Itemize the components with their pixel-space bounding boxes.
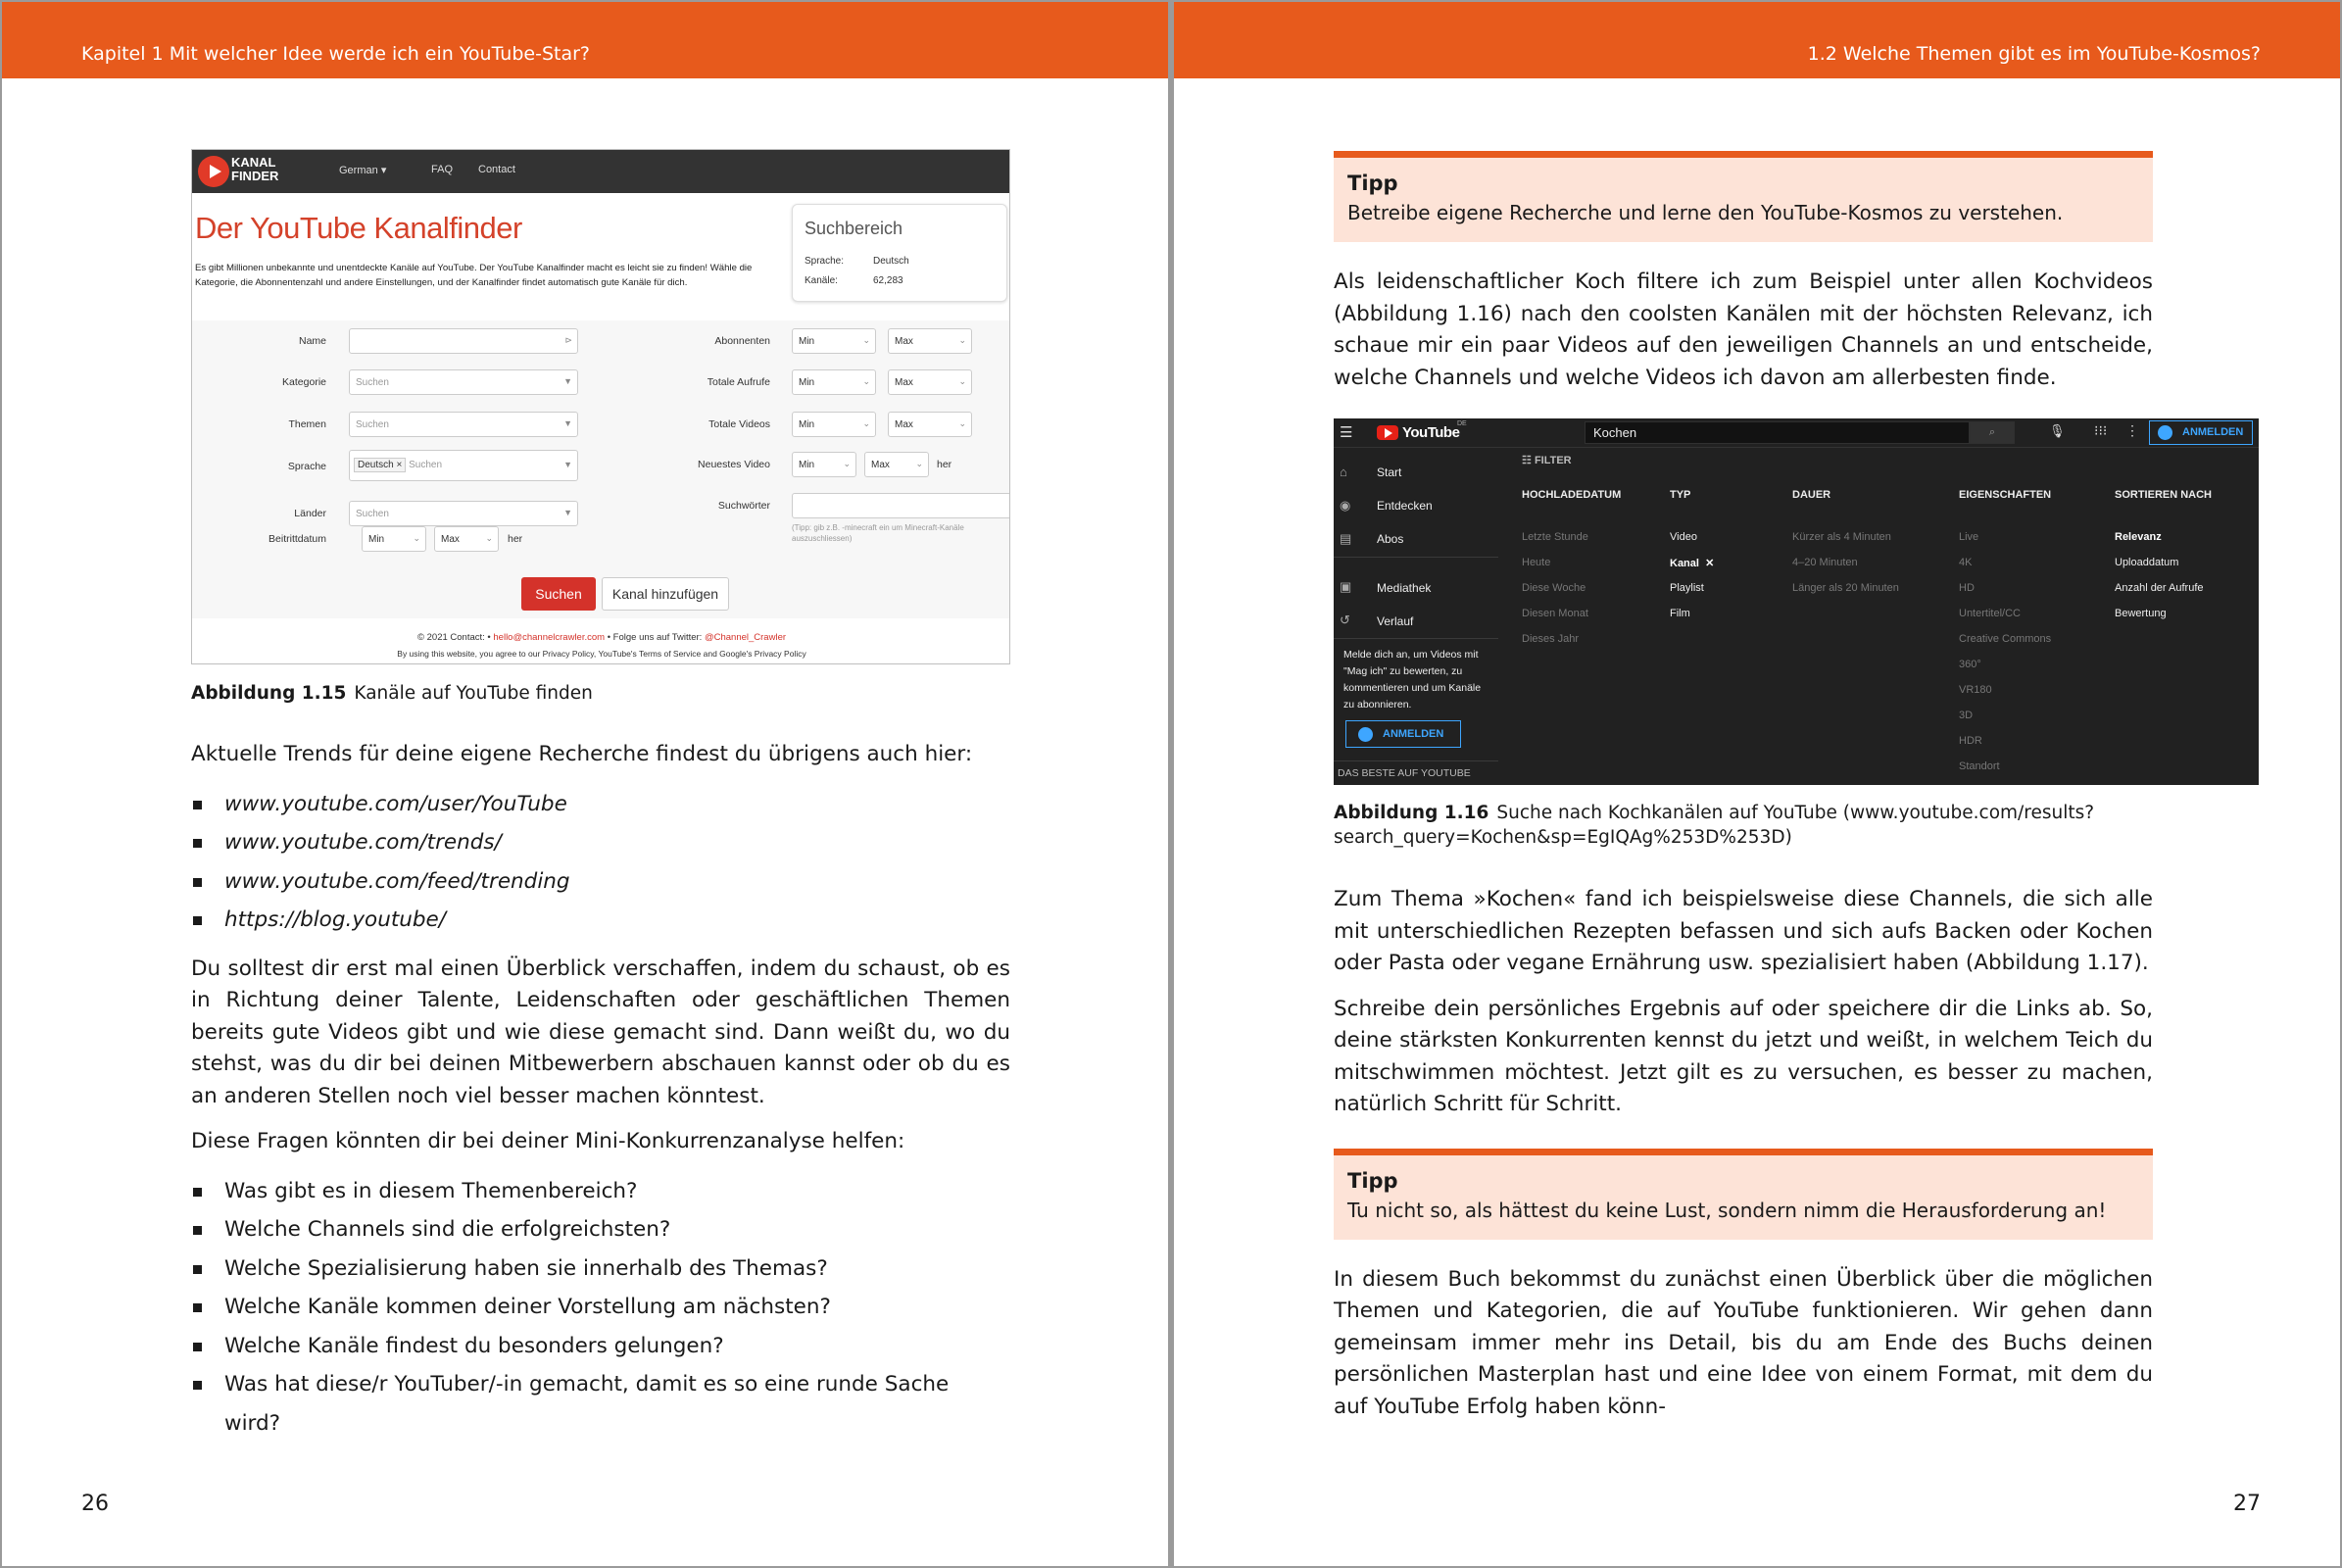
page-number: 26 [81, 1492, 109, 1516]
chevron-down-icon: ⌄ [485, 533, 493, 543]
filter-option[interactable]: Heute [1522, 557, 1551, 568]
list-item: Welche Kanäle kommen deiner Vorstellung am nächsten? [191, 1288, 1010, 1327]
filter-option[interactable]: Bewertung [2115, 608, 2167, 619]
play-logo-icon [198, 156, 229, 187]
chevron-down-icon: ⌄ [958, 418, 966, 428]
filter-option[interactable]: Film [1670, 608, 1690, 619]
aufrufe-max[interactable]: Max ⌄ [888, 369, 972, 395]
her-label: her [937, 459, 952, 470]
caption-label: Abbildung 1.15 [191, 683, 347, 704]
themen-select[interactable]: Suchen ▼ [349, 412, 578, 437]
neuestes-min[interactable]: Min ⌄ [792, 452, 856, 477]
sidebar-item-start[interactable]: Start [1377, 466, 1402, 479]
link-list [191, 785, 1010, 940]
field-label: Totale Videos [708, 418, 770, 430]
box-value: Deutsch [873, 256, 909, 267]
figure-1-15 [191, 149, 1010, 666]
filter-option[interactable]: Kürzer als 4 Minuten [1792, 531, 1891, 543]
kanal-hinzufuegen-button[interactable]: Kanal hinzufügen [602, 577, 729, 611]
sprache-select[interactable]: Deutsch × Suchen ▼ [349, 450, 578, 481]
list-item[interactable]: www.youtube.com/user/YouTube [191, 785, 1010, 824]
dropdown-arrow-icon: ▼ [563, 508, 572, 517]
left-page [2, 2, 1168, 1566]
youtube-topbar [1334, 418, 2259, 448]
kanalfinder-intro: Es gibt Millionen unbekannte und unentdeckte Kanäle auf YouTube. Der YouTube Kanalfinder macht es leicht sie zu finden! Wähle die Kategorie, die Abonnentenzahl und andere Einstellungen, und der Kanalfinder findet automatisch gute Kanäle für dich. [195, 263, 753, 288]
field-label: Suchwörter [717, 500, 770, 512]
paragraph: Aktuelle Trends für deine eigene Recherche findest du übrigens auch hier: [191, 742, 973, 766]
right-text-top [1334, 151, 2153, 408]
list-item: Was hat diese/r YouTuber/-in gemacht, damit es so eine runde Sache wird? [191, 1365, 1010, 1443]
abonnenten-max[interactable]: Max ⌄ [888, 328, 972, 354]
history-icon: ↺ [1340, 612, 1350, 627]
videos-min[interactable]: Min ⌄ [792, 412, 876, 437]
figure-1-16 [1334, 418, 2259, 787]
running-head [2, 2, 1168, 78]
paragraph: Diese Fragen könnten dir bei deiner Mini-Konkurrenzanalyse helfen: [191, 1129, 905, 1153]
field-label: Totale Aufrufe [707, 376, 770, 388]
field-label: Sprache [287, 461, 326, 472]
filter-option[interactable]: Diesen Monat [1522, 608, 1588, 619]
paragraph: Du solltest dir erst mal einen Überblick verschaffen, indem du schaust, ob es in Richtung deiner Talente, Leidenschaften oder geschäftlichen Themen bereits gute Videos gibt und wie diese gemacht sind. Dann weißt du, wo du stehst, was du dir bei deinen Mitbewerbern abschauen kannst oder ob du es an anderen Stellen noch viel besser machen könntest. [191, 956, 1010, 1108]
filter-col-head: SORTIEREN NACH [2115, 489, 2213, 501]
microphone-icon[interactable]: 🎙 [2049, 423, 2066, 438]
filter-option[interactable]: 4–20 Minuten [1792, 557, 1858, 568]
paragraph: Schreibe dein persönliches Ergebnis auf oder speichere dir die Links ab. So, deine stärksten Konkurrenten kennst du jetzt und weißt, in welchem Teich du mitschwimmen möchtest. Jetzt gilt es zu versuchen, es besser zu machen, natürlich Schritt für Schritt. [1334, 996, 2153, 1116]
account-icon [2158, 425, 2172, 440]
chevron-down-icon: ⌄ [862, 335, 870, 345]
right-page [1174, 2, 2340, 1566]
dropdown-arrow-icon: ▼ [563, 376, 572, 386]
youtube-screenshot [1334, 418, 2259, 785]
question-list [191, 1172, 1010, 1444]
filter-option[interactable]: Playlist [1670, 582, 1704, 594]
filter-option-selected[interactable]: Relevanz [2115, 531, 2162, 543]
box-key: Sprache: [805, 256, 845, 267]
chevron-down-icon: ▾ [380, 165, 387, 176]
filter-option[interactable]: Anzahl der Aufrufe [2115, 582, 2204, 594]
neuestes-max[interactable]: Max ⌄ [864, 452, 929, 477]
email-link[interactable]: hello@channelcrawler.com [493, 632, 606, 643]
tip-text: Tu nicht so, als hättest du keine Lust, sondern nimm die Herausforderung an! [1347, 1198, 2107, 1222]
youtube-sidebar [1334, 449, 1498, 785]
tip-text: Betreibe eigene Recherche und lerne den YouTube-Kosmos zu verstehen. [1347, 201, 2064, 224]
filter-button[interactable]: ☷ FILTER [1522, 455, 1572, 466]
sidebar-section-title: DAS BESTE AUF YOUTUBE [1338, 767, 1471, 779]
filter-option[interactable]: Untertitel/CC [1959, 608, 2021, 619]
filter-option[interactable]: Live [1959, 531, 1979, 543]
list-item: Was gibt es in diesem Themenbereich? [191, 1172, 1010, 1211]
filter-option[interactable]: 360° [1959, 659, 1981, 670]
filter-option[interactable]: Länger als 20 Minuten [1792, 582, 1899, 594]
sidebar-item-mediathek[interactable]: Mediathek [1377, 581, 1432, 595]
running-head-text: Kapitel 1 Mit welcher Idee werde ich ein YouTube-Star? [81, 43, 590, 65]
chevron-down-icon: ⌄ [862, 418, 870, 428]
box-value: 62,283 [873, 275, 903, 286]
field-label: Neuestes Video [698, 459, 770, 470]
kategorie-select[interactable]: Suchen ▼ [349, 369, 578, 395]
her-label: her [508, 533, 523, 545]
filter-option[interactable]: Uploaddatum [2115, 557, 2179, 568]
caption-1-15 [191, 681, 1010, 706]
filter-option[interactable]: 3D [1959, 710, 1974, 721]
filter-option[interactable]: Video [1670, 531, 1697, 543]
caption-text: Suche nach Kochkanälen auf YouTube (www.youtube.com/results?search_query=Kochen&sp=EgIQAg%253D%253D) [1334, 803, 2095, 848]
filter-option[interactable]: HD [1959, 582, 1975, 594]
filter-col-head: EIGENSCHAFTEN [1959, 489, 2052, 501]
caption-text: Kanäle auf YouTube finden [354, 683, 593, 704]
videos-max[interactable]: Max ⌄ [888, 412, 972, 437]
aufrufe-min[interactable]: Min ⌄ [792, 369, 876, 395]
compass-icon: ◉ [1340, 498, 1351, 513]
divider [1334, 760, 1498, 761]
sprache-tag[interactable]: Deutsch × [354, 458, 406, 472]
list-item[interactable]: www.youtube.com/feed/trending [191, 862, 1010, 902]
laender-select[interactable]: Suchen ▼ [349, 501, 578, 526]
running-head [1174, 2, 2340, 78]
dropdown-arrow-icon: ▼ [563, 418, 572, 428]
signin-button[interactable]: ANMELDEN [2149, 420, 2253, 445]
kanalfinder-navbar [192, 150, 1010, 193]
caption-1-16 [1334, 801, 2153, 850]
filter-option[interactable]: Letzte Stunde [1522, 531, 1588, 543]
search-icon[interactable]: ⌕ [1970, 421, 2015, 444]
search-input[interactable]: Kochen [1585, 421, 1970, 444]
list-item: Welche Kanäle findest du besonders gelungen? [191, 1327, 1010, 1366]
cursor-icon: ⊳ [564, 335, 572, 345]
page-number: 27 [2233, 1492, 2261, 1516]
filter-option[interactable]: 4K [1959, 557, 1973, 568]
box-key: Kanäle: [805, 275, 838, 286]
filter-option-selected[interactable]: Kanal ✕ [1670, 558, 1715, 569]
field-label: Kategorie [282, 376, 326, 388]
kanalfinder-title: Der YouTube Kanalfinder [195, 211, 522, 245]
keywords-hint: (Tipp: gib z.B. -minecraft ein um Minecraft-Kanäle auszuschliessen) [792, 523, 964, 543]
chevron-down-icon: ⌄ [413, 533, 420, 543]
sidebar-signin-button[interactable]: ANMELDEN [1345, 720, 1461, 748]
twitter-link[interactable]: @Channel_Crawler [704, 632, 787, 643]
tip-title: Tipp [1347, 172, 1398, 195]
nav-faq[interactable]: FAQ [431, 164, 454, 175]
field-label: Beitrittdatum [268, 533, 326, 545]
play-icon [1385, 428, 1392, 438]
suchbereich-box [792, 204, 1007, 302]
abonnenten-min[interactable]: Min ⌄ [792, 328, 876, 354]
nav-language[interactable] [339, 164, 386, 176]
kanalfinder-form [192, 320, 1010, 618]
kanalfinder-screenshot [191, 149, 1010, 664]
suchen-button[interactable]: Suchen [521, 577, 596, 611]
paragraph: Als leidenschaftlicher Koch filtere ich zum Beispiel unter allen Kochvideos (Abbildung 1.16) nach den coolsten Kanälen mit der höchsten Relevanz, ich schaue mir ein paar Videos auf den jeweiligen Channels an und entscheide, welche Channels und welche Videos ich davon am allerbesten finde. [1334, 270, 2153, 390]
apps-grid-icon[interactable]: ⁝⁝⁝ [2094, 422, 2108, 438]
nav-contact[interactable]: Contact [478, 164, 515, 175]
sidebar-item-entdecken[interactable]: Entdecken [1377, 499, 1433, 513]
filter-col-head: HOCHLADEDATUM [1522, 489, 1622, 501]
field-label: Name [298, 335, 326, 347]
filter-col-head: TYP [1670, 489, 1691, 501]
running-head-text: 1.2 Welche Themen gibt es im YouTube-Kosmos? [1807, 43, 2261, 65]
youtube-logo[interactable]: YouTube [1402, 424, 1460, 441]
field-label: Abonnenten [714, 335, 770, 347]
tip-box [1334, 1149, 2153, 1240]
home-icon: ⌂ [1340, 465, 1347, 479]
caption-label: Abbildung 1.16 [1334, 803, 1489, 823]
kanalfinder-brand: KANAL FINDER [231, 155, 279, 183]
filter-option[interactable]: Creative Commons [1959, 633, 2052, 645]
sidebar-item-abos[interactable]: Abos [1377, 532, 1404, 546]
divider [1334, 638, 1498, 639]
sidebar-item-verlauf[interactable]: Verlauf [1377, 614, 1414, 628]
library-icon: ▣ [1340, 579, 1352, 594]
chevron-down-icon: ⌄ [862, 376, 870, 386]
filter-option[interactable]: Diese Woche [1522, 582, 1586, 594]
chevron-down-icon: ⌄ [958, 376, 966, 386]
filter-option[interactable]: HDR [1959, 735, 1982, 747]
chevron-down-icon: ⌄ [958, 335, 966, 345]
account-icon [1358, 727, 1373, 742]
paragraph: Zum Thema »Kochen« fand ich beispielsweise diese Channels, die sich alle mit unterschiedlichen Rezepten befassen und sich aufs Backen oder Kochen oder Pasta oder vegane Ernährung usw. spezialisiert haben (Abbildung 1.17). [1334, 887, 2153, 975]
suchwoerter-input[interactable] [792, 493, 1010, 518]
filter-icon: ☷ [1522, 455, 1532, 466]
subscriptions-icon: ▤ [1340, 531, 1352, 546]
right-text-bottom [1334, 884, 2153, 1437]
kanalfinder-footer: © 2021 Contact: • hello@channelcrawler.com • Folge uns auf Twitter: @Channel_Crawler By using this website, you agree to our Privacy Policy, YouTube's Terms of Service and Google's Privacy Policy [192, 630, 1010, 662]
suchbereich-title: Suchbereich [805, 219, 903, 238]
menu-icon[interactable]: ☰ [1340, 424, 1353, 441]
tip-box [1334, 151, 2153, 242]
filter-option[interactable]: Standort [1959, 760, 2000, 772]
chevron-down-icon: ⌄ [843, 459, 851, 468]
dropdown-arrow-icon: ▼ [563, 460, 572, 469]
field-label: Themen [288, 418, 326, 430]
more-vert-icon[interactable]: ⋮ [2125, 422, 2139, 438]
name-input[interactable] [349, 328, 578, 354]
filter-option[interactable]: Dieses Jahr [1522, 633, 1580, 645]
divider [1334, 557, 1498, 558]
beitritt-max-select[interactable]: Max ⌄ [434, 526, 499, 552]
filter-col-head: DAUER [1792, 489, 1831, 501]
chevron-down-icon: ⌄ [915, 459, 923, 468]
field-label: Länder [294, 508, 326, 519]
left-text [191, 739, 1010, 1456]
list-item: Welche Channels sind die erfolgreichsten? [191, 1210, 1010, 1250]
paragraph: In diesem Buch bekommst du zunächst einen Überblick über die möglichen Themen und Kategorien, die auf YouTube funktionieren. Wir gehen dann gemeinsam immer mehr ins Detail, bis du am Ende des Buchs deinen persönlichen Masterplan hast und eine Idee von einem Format, mit dem du auf YouTube Erfolg haben könn- [1334, 1266, 2153, 1419]
footer-terms: By using this website, you agree to our Privacy Policy, YouTube's Terms of Service and Google's Privacy Policy [397, 649, 806, 659]
list-item[interactable]: https://blog.youtube/ [191, 901, 1010, 940]
logo-country: DE [1457, 420, 1467, 427]
sidebar-note: Melde dich an, um Videos mit "Mag ich" zu bewerten, zu kommentieren und um Kanäle zu abonnieren. [1343, 649, 1482, 710]
list-item[interactable]: www.youtube.com/trends/ [191, 823, 1010, 862]
beitritt-min-select[interactable]: Min ⌄ [362, 526, 426, 552]
tip-title: Tipp [1347, 1168, 1398, 1193]
filter-option[interactable]: VR180 [1959, 684, 1992, 696]
nav-language-label: German [339, 165, 378, 176]
list-item: Welche Spezialisierung haben sie innerhalb des Themas? [191, 1250, 1010, 1289]
